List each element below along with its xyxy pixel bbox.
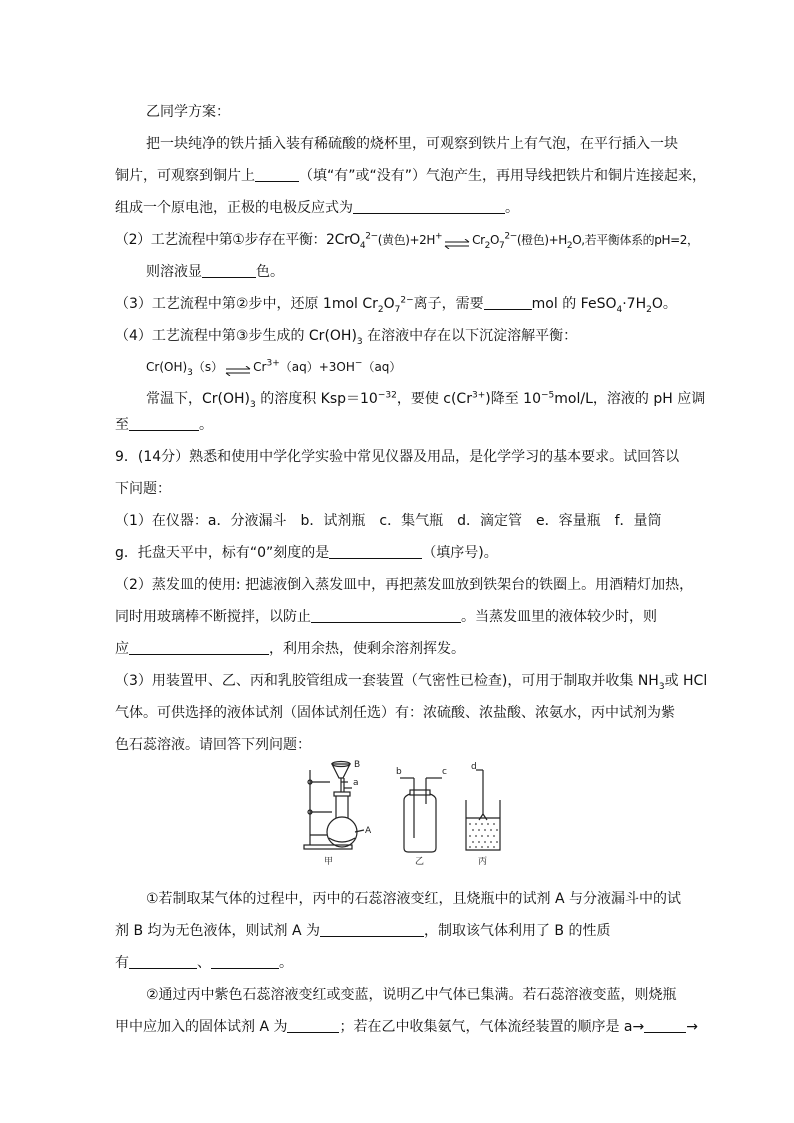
text: 则溶液显 [146, 264, 202, 280]
equilibrium-equation [146, 357, 401, 377]
superscript: 2− [504, 231, 517, 242]
text: ，要使 c(Cr [396, 391, 472, 407]
text: O。 [651, 296, 677, 312]
answer-blank [129, 640, 269, 655]
text: ，制取该气体利用了 B 的性质 [423, 923, 611, 939]
text: 同时用玻璃棒不断搅拌，以防止 [115, 609, 311, 625]
text: 甲中应加入的固体试剂 A 为 [115, 1019, 288, 1035]
text: mol/L，溶液的 pH 应调 [554, 391, 706, 407]
label-d: d [471, 762, 477, 772]
label-c: c [442, 767, 447, 777]
text: （3）用装置甲、乙、丙和乳胶管组成一套装置（气密性已检查)，可用于制取并收集 NH [115, 673, 659, 689]
paragraph-line [115, 166, 706, 186]
sub-question-2-line: ②通过丙中紫色石蕊溶液变红或变蓝，说明乙中气体已集满。若石蕊溶液变蓝，则烧瓶 [146, 987, 677, 1003]
question-9-3-line [115, 671, 707, 691]
sub-question-1-line [115, 921, 611, 941]
label-a: a [353, 778, 359, 788]
text: O [383, 296, 395, 312]
subscript: 3 [250, 399, 256, 410]
text: （aq） [362, 360, 402, 374]
text: ·7H [622, 296, 647, 312]
question-3-line [115, 294, 677, 314]
text: 有 [115, 955, 129, 971]
question-9-line: 下问题： [115, 481, 171, 497]
answer-blank [353, 199, 505, 214]
apparatus-figure [296, 760, 524, 868]
text: mol 的 FeSO [531, 296, 617, 312]
question-9-1-line [115, 543, 498, 563]
answer-blank [255, 167, 299, 182]
label-B: B [354, 760, 361, 770]
subscript: 2 [484, 240, 490, 251]
text: → [686, 1019, 698, 1035]
paragraph-line: 把一块纯净的铁片插入装有稀硫酸的烧杯里，可观察到铁片上有气泡，在平行插入一块 [146, 136, 678, 152]
question-9-3-line: 色石蕊溶液。请回答下列问题： [115, 737, 311, 753]
text: Cr [472, 233, 485, 247]
text: （4）工艺流程中第③步生成的 Cr(OH) [115, 328, 357, 344]
label-b: b [396, 767, 402, 777]
superscript: − [354, 358, 363, 369]
answer-blank [311, 608, 461, 623]
text: 常温下，Cr(OH) [146, 391, 251, 407]
text: （2）工艺流程中第①步存在平衡：2CrO [115, 232, 360, 248]
text: 的溶度积 Ksp＝10 [255, 391, 378, 407]
liquid-dots [469, 823, 498, 848]
subscript: 2 [377, 304, 384, 315]
superscript: 3+ [266, 358, 280, 369]
text: 。 [279, 955, 293, 971]
question-9-3-line: 气体。可供选择的液体试剂（固体试剂任选）有：浓硫酸、浓盐酸、浓氨水，丙中试剂为紫 [115, 705, 675, 721]
apparatus-yi [400, 778, 442, 852]
subscript: 2 [566, 240, 573, 251]
text: 。 [505, 200, 519, 216]
text: 。 [199, 417, 213, 433]
paragraph-line [115, 198, 519, 218]
superscript: 2− [400, 295, 414, 306]
text: 组成一个原电池，正极的电极反应式为 [115, 200, 353, 216]
superscript: 3+ [471, 390, 486, 401]
text: 、 [197, 955, 211, 971]
text: O,若平衡体系的pH=2， [572, 233, 699, 247]
answer-blank [484, 295, 532, 310]
text: （aq）+3OH [279, 360, 355, 374]
text: 离子，需要 [413, 296, 484, 312]
question-4-line [146, 389, 705, 409]
apparatus-bing [466, 770, 500, 850]
heading-yi-plan: 乙同学方案： [146, 104, 230, 120]
subscript: 4 [359, 240, 366, 251]
caption-yi: 乙 [415, 857, 425, 867]
answer-blank [320, 922, 424, 937]
answer-blank [202, 263, 256, 278]
answer-blank [329, 544, 422, 559]
text: Cr(OH) [146, 360, 188, 374]
answer-blank [644, 1018, 686, 1033]
subscript: 7 [394, 304, 401, 315]
text: 或 HCl [664, 673, 708, 689]
question-9-line: 9．(14分）熟悉和使用中学化学实验中常见仪器及用品，是化学学习的基本要求。试回答以 [115, 449, 680, 465]
text: 。当蒸发皿里的液体较少时，则 [461, 609, 657, 625]
apparatus-diagram [296, 760, 524, 868]
subscript: 3 [658, 681, 665, 692]
question-2-line [115, 230, 699, 250]
caption-bing: 丙 [478, 857, 488, 867]
text: ，利用余热，使剩余溶剂挥发。 [269, 641, 465, 657]
question-9-2-line [115, 639, 465, 659]
subscript: 7 [499, 240, 505, 251]
text: 至 [115, 417, 129, 433]
label-A: A [365, 826, 372, 836]
text: 剂 B 均为无色液体，则试剂 A 为 [115, 923, 320, 939]
text: 色。 [256, 264, 284, 280]
subscript: 4 [616, 304, 623, 315]
text: g．托盘天平中，标有“0”刻度的是 [115, 545, 330, 561]
question-2-line [146, 262, 284, 282]
text: ；若在乙中收集氨气，气体流经装置的顺序是 a→ [339, 1019, 645, 1035]
sub-question-1-line [115, 953, 293, 973]
text: （填序号)。 [422, 545, 498, 561]
superscript: −32 [377, 390, 397, 401]
answer-blank [129, 416, 199, 431]
text: 铜片，可观察到铜片上 [115, 168, 255, 184]
text: (黄色)+2H [377, 233, 435, 247]
subscript: 3 [356, 336, 363, 347]
superscript: 2− [365, 231, 378, 242]
text: （s） [192, 360, 224, 374]
question-9-2-line [115, 607, 657, 627]
question-4-line [115, 326, 577, 346]
text: （3）工艺流程中第②步中，还原 1mol Cr [115, 296, 378, 312]
text: )降至 10 [485, 391, 541, 407]
caption-jia: 甲 [324, 857, 334, 867]
text: （填“有”或“没有”）气泡产生，再用导线把铁片和铜片连接起来， [299, 168, 707, 184]
sub-question-1-line: ①若制取某气体的过程中，丙中的石蕊溶液变红，且烧瓶中的试剂 A 与分液漏斗中的试 [146, 891, 682, 907]
text: Cr [253, 360, 267, 374]
subscript: 3 [187, 367, 193, 378]
text: 应 [115, 641, 129, 657]
subscript: 2 [646, 304, 652, 315]
answer-blank [287, 1018, 339, 1033]
superscript: −5 [540, 390, 555, 401]
apparatus-jia [304, 762, 364, 850]
question-9-1-line: （1）在仪器：a．分液漏斗 b．试剂瓶 c．集气瓶 d．滴定管 e．容量瓶 f．量筒 [115, 513, 662, 529]
answer-blank [211, 954, 279, 969]
sub-question-2-line [115, 1017, 698, 1037]
question-9-2-line: （2）蒸发皿的使用: 把滤液倒入蒸发皿中，再把蒸发皿放到铁架台的铁圈上。用酒精灯加热， [115, 577, 694, 593]
superscript: + [435, 231, 443, 242]
text: O [490, 233, 500, 247]
question-4-line [115, 415, 213, 435]
equilibrium-arrow-icon [444, 235, 470, 245]
text: (橙色)+H [516, 233, 567, 247]
equilibrium-arrow-icon [225, 362, 251, 372]
answer-blank [129, 954, 197, 969]
text: 在溶液中存在以下沉淀溶解平衡： [362, 328, 578, 344]
